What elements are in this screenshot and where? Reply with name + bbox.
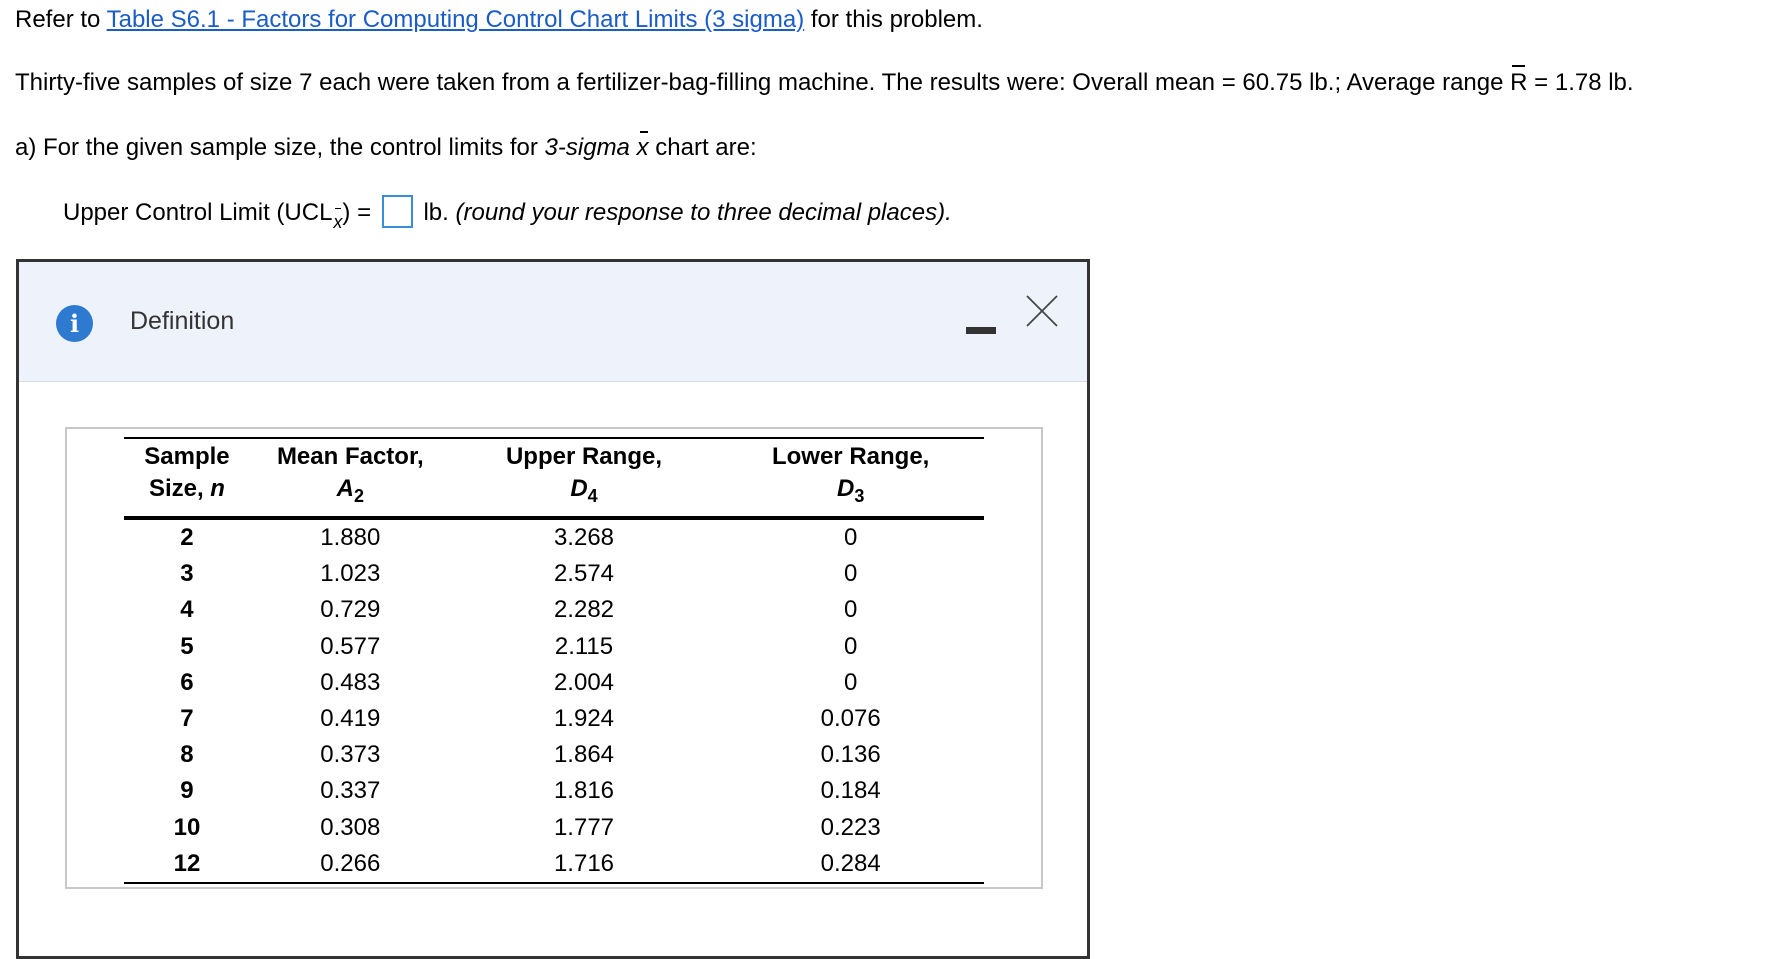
upper-range-cell: 2.574 <box>553 560 615 588</box>
part-a-sigma: 3-sigma <box>544 134 630 161</box>
mean-factor-cell: 1.023 <box>320 560 381 588</box>
table-row <box>124 846 984 883</box>
upper-range-cell: 2.115 <box>554 632 614 660</box>
problem-statement <box>15 68 1634 98</box>
ucl-unit: lb. <box>423 198 449 226</box>
upper-range-cell: 2.282 <box>553 596 615 624</box>
mean-factor-cell: 0.729 <box>320 596 381 624</box>
lower-range-cell: 0.223 <box>820 813 881 841</box>
ucl-row <box>63 197 952 237</box>
mean-factor-cell: 0.373 <box>320 741 381 769</box>
table-s6-1-link[interactable]: Table S6.1 - Factors for Computing Control Chart Limits (3 sigma) <box>106 6 805 33</box>
sample-size-cell: 9 <box>180 777 194 805</box>
table-row <box>124 556 984 592</box>
control-chart-factors-table <box>124 437 984 884</box>
table-header-row <box>124 438 984 518</box>
definition-dialog <box>16 259 1090 959</box>
table-row <box>124 518 984 556</box>
upper-range-cell: 1.924 <box>553 705 615 733</box>
intro-prefix: Refer to <box>15 6 101 33</box>
close-icon[interactable] <box>1024 293 1060 329</box>
header-sample-size: Sample Size, n <box>124 438 250 518</box>
table-row <box>124 701 984 737</box>
ucl-answer-input[interactable] <box>382 195 413 228</box>
lower-range-cell: 0.136 <box>820 741 881 769</box>
sample-size-cell: 12 <box>124 846 250 883</box>
dialog-title: Definition <box>130 307 235 335</box>
sample-size-cell: 3 <box>180 560 194 588</box>
header-lower-range: Lower Range, $D_3$ <box>717 438 984 518</box>
sample-size-cell: 7 <box>180 705 194 733</box>
table-row <box>124 773 984 809</box>
table-body <box>124 518 984 883</box>
upper-range-cell: 1.716 <box>451 846 718 883</box>
lower-range-cell: 0.284 <box>717 846 984 883</box>
mean-factor-cell: 0.266 <box>250 846 451 883</box>
dialog-header <box>19 262 1087 382</box>
header-upper-range: Upper Range, $D_4$ <box>451 438 718 518</box>
table-row <box>124 665 984 701</box>
mean-factor-cell: 1.880 <box>320 524 381 552</box>
sample-size-cell: 10 <box>173 813 201 841</box>
lower-range-cell: 0.076 <box>820 705 881 733</box>
lower-range-cell: 0 <box>843 668 858 696</box>
table-row <box>124 810 984 846</box>
mean-factor-cell: 0.308 <box>320 813 381 841</box>
part-a-suffix: chart are: <box>655 134 757 161</box>
table-row <box>124 629 984 665</box>
factors-table-frame <box>65 427 1043 889</box>
sample-size-cell: 2 <box>180 524 194 552</box>
problem-text: Thirty-five samples of size 7 each were taken from a fertilizer-bag-filling machine. The results were: Overall mean = 60.75 lb.; Average range <box>15 69 1504 96</box>
ucl-subscript-x-bar: x <box>333 207 342 237</box>
lower-range-cell: 0.184 <box>820 777 881 805</box>
lower-range-cell: 0 <box>843 524 858 552</box>
lower-range-cell: 0 <box>843 596 858 624</box>
table-row <box>124 737 984 773</box>
upper-range-cell: 1.777 <box>553 813 615 841</box>
table-row <box>124 592 984 628</box>
problem-text-end: = 1.78 lb. <box>1534 69 1634 96</box>
lower-range-cell: 0 <box>843 632 858 660</box>
sample-size-cell: 8 <box>180 741 194 769</box>
ucl-label-end: ) = <box>342 198 372 226</box>
lower-range-cell: 0 <box>843 560 858 588</box>
ucl-rounding-hint: (round your response to three decimal places). <box>455 198 952 226</box>
upper-range-cell: 3.268 <box>553 524 615 552</box>
intro-suffix: for this problem. <box>810 6 983 33</box>
sample-size-cell: 6 <box>180 668 194 696</box>
x-bar-symbol: x <box>636 134 649 161</box>
intro-line <box>15 5 983 35</box>
sample-size-cell: 4 <box>180 596 194 624</box>
info-icon: i <box>56 305 93 342</box>
part-a-prefix: a) For the given sample size, the control limits for <box>15 134 538 161</box>
part-a-question <box>15 133 757 163</box>
sample-size-cell: 5 <box>180 632 194 660</box>
r-bar-symbol: R <box>1510 69 1528 96</box>
header-mean-factor: Mean Factor, $A_2$ <box>250 438 451 518</box>
mean-factor-cell: 0.337 <box>320 777 381 805</box>
upper-range-cell: 1.864 <box>553 741 615 769</box>
minimize-icon[interactable] <box>966 315 996 343</box>
ucl-label: Upper Control Limit (UCL <box>63 198 333 226</box>
mean-factor-cell: 0.577 <box>320 632 381 660</box>
upper-range-cell: 1.816 <box>553 777 615 805</box>
upper-range-cell: 2.004 <box>553 668 615 696</box>
mean-factor-cell: 0.483 <box>320 668 381 696</box>
mean-factor-cell: 0.419 <box>320 705 381 733</box>
